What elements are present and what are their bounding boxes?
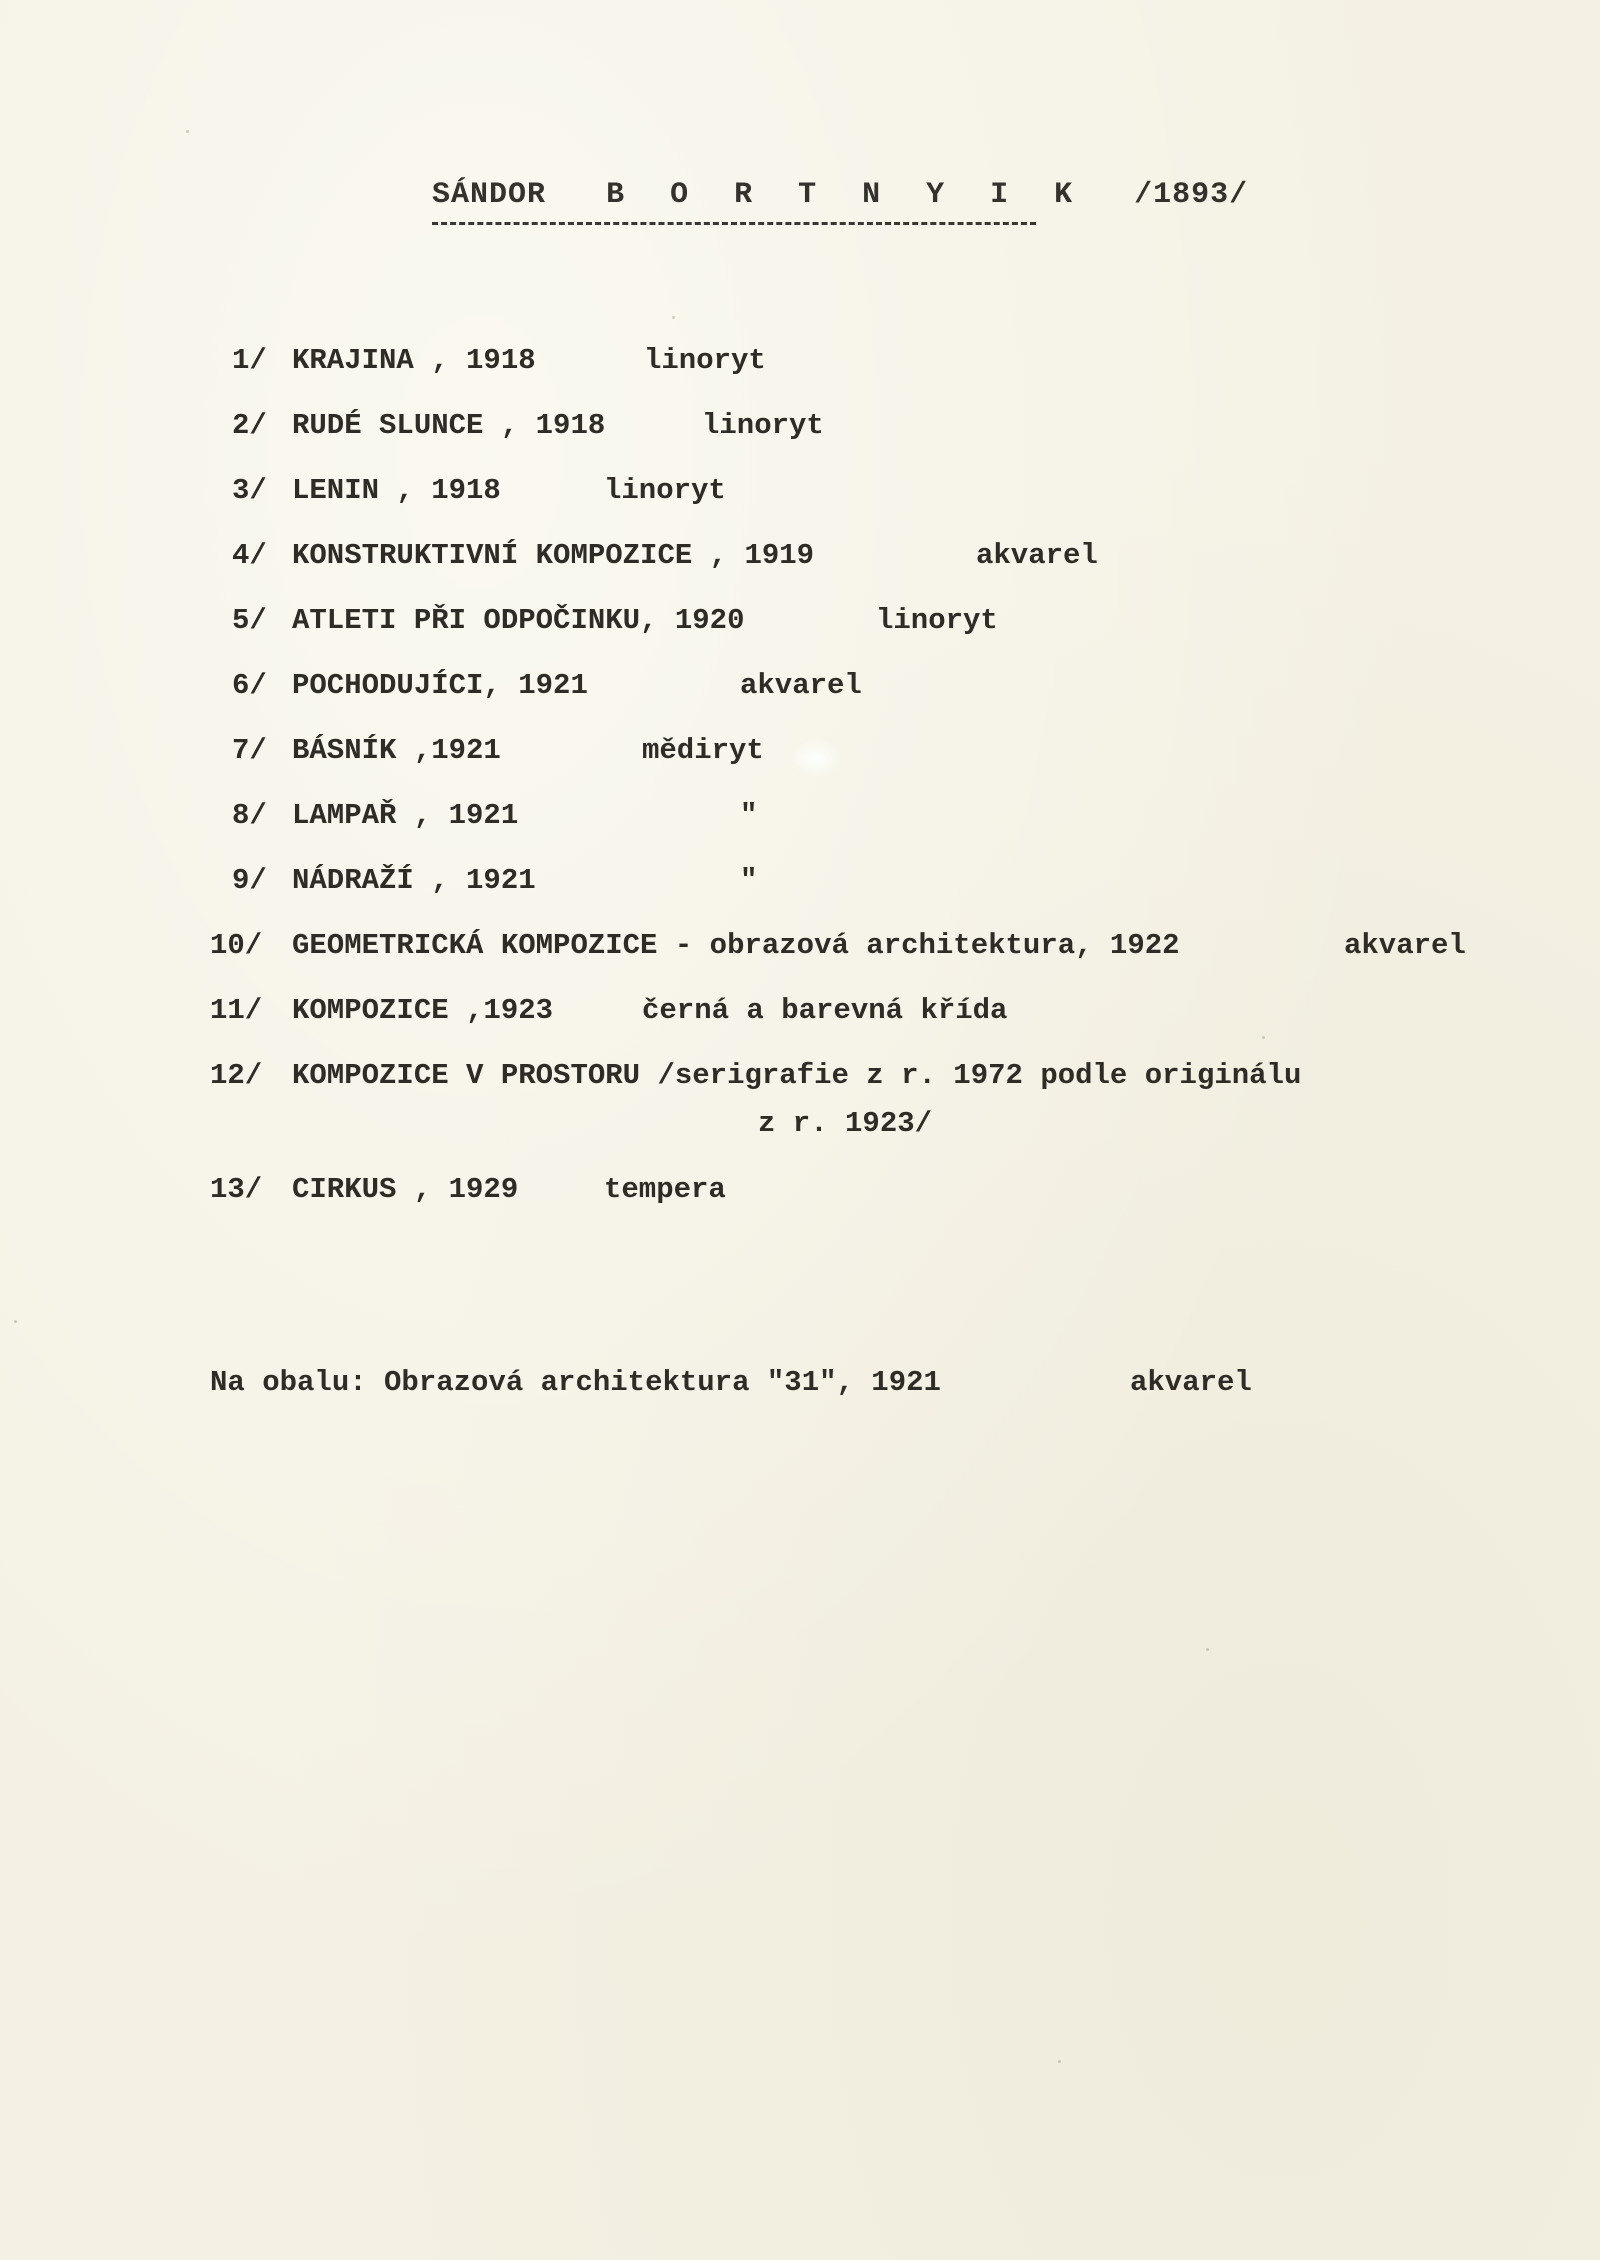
entry-medium: akvarel xyxy=(976,539,1098,572)
entry-title: KOMPOZICE ,1923 xyxy=(292,994,554,1027)
entry-title: KOMPOZICE V PROSTORU /serigrafie z r. 1972 podle originálu xyxy=(292,1059,1302,1092)
entry-title: RUDÉ SLUNCE , 1918 xyxy=(292,409,606,442)
entry-medium: linoryt xyxy=(604,474,726,507)
entry-medium: černá a barevná křída xyxy=(642,994,1008,1027)
entry-medium: z r. 1923/ xyxy=(758,1107,933,1140)
paper-smudge xyxy=(790,738,842,778)
entry-number: 2/ xyxy=(232,409,267,442)
entry-medium: akvarel xyxy=(740,669,862,702)
paper-speck xyxy=(1206,1648,1209,1651)
title-name: SÁNDOR xyxy=(432,178,547,212)
entry-number: 8/ xyxy=(232,799,267,832)
title-underline xyxy=(432,222,1036,225)
page-title xyxy=(432,178,1248,212)
paper-speck xyxy=(14,1320,17,1323)
entry-medium: " xyxy=(740,799,758,832)
entry-number: 9/ xyxy=(232,864,267,897)
cover-note-label: Na obalu: Obrazová architektura "31", 1921 xyxy=(210,1366,941,1399)
paper-speck xyxy=(1262,1036,1265,1039)
cover-note-medium: akvarel xyxy=(1130,1366,1252,1399)
paper-speck xyxy=(1058,2060,1061,2063)
entry-number: 1/ xyxy=(232,344,267,377)
entry-medium: mědiryt xyxy=(642,734,764,767)
entry-number: 3/ xyxy=(232,474,267,507)
entry-number: 12/ xyxy=(210,1059,263,1092)
entry-number: 11/ xyxy=(210,994,263,1027)
entry-number: 5/ xyxy=(232,604,267,637)
entry-title: LENIN , 1918 xyxy=(292,474,501,507)
entry-medium: linoryt xyxy=(702,409,824,442)
entry-title: POCHODUJÍCI, 1921 xyxy=(292,669,588,702)
entry-title: ATLETI PŘI ODPOČINKU, 1920 xyxy=(292,604,745,637)
entry-title: KONSTRUKTIVNÍ KOMPOZICE , 1919 xyxy=(292,539,815,572)
entry-title: CIRKUS , 1929 xyxy=(292,1173,519,1206)
title-surname: B O R T N Y I K xyxy=(606,178,1087,212)
entry-title: BÁSNÍK ,1921 xyxy=(292,734,501,767)
entry-number: 10/ xyxy=(210,929,263,962)
entry-medium: linoryt xyxy=(876,604,998,637)
entry-number: 6/ xyxy=(232,669,267,702)
entry-number: 7/ xyxy=(232,734,267,767)
entry-number: 13/ xyxy=(210,1173,263,1206)
entry-title: LAMPAŘ , 1921 xyxy=(292,799,519,832)
paper-speck xyxy=(672,316,675,319)
entry-medium: akvarel xyxy=(1344,929,1466,962)
entry-medium: linoryt xyxy=(644,344,766,377)
entry-medium: " xyxy=(740,864,758,897)
entry-number: 4/ xyxy=(232,539,267,572)
entry-title: GEOMETRICKÁ KOMPOZICE - obrazová architektura, 1922 xyxy=(292,929,1180,962)
entry-medium: tempera xyxy=(604,1173,726,1206)
paper-speck xyxy=(186,130,189,133)
entry-title: NÁDRAŽÍ , 1921 xyxy=(292,864,536,897)
title-year: /1893/ xyxy=(1134,178,1249,212)
entry-title: KRAJINA , 1918 xyxy=(292,344,536,377)
